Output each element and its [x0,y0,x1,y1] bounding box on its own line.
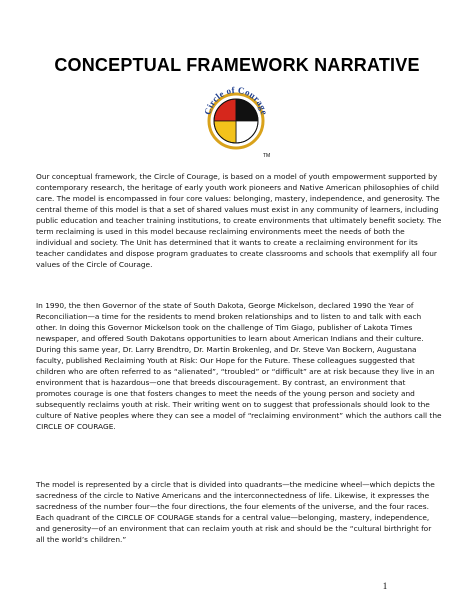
page-number: 1 [382,581,388,591]
logo-trademark: TM [263,153,271,159]
medicine-wheel-icon [196,79,276,161]
paragraph-1: Our conceptual framework, the Circle of Courage, is based on a model of youth empowerment supported by contemporary research, the heritage of early youth work pioneers and Native American philosophies of child care. The model is encompassed in four core values: belonging, mastery, independence, and generosity. The central theme of this model is that a set of shared values must exist in any community of learners, including public education and teacher training institutions, to create environments that ultimately benefit society. The term reclaiming is used in this model because reclaiming environments meet the needs of both the individual and society. The Unit has determined that it wants to create a reclaiming environment for its teacher candidates and dispose program graduates to create classrooms and schools that exemplify all four values of the Circle of Courage. [36,172,442,269]
paragraph-3: The model is represented by a circle that is divided into quadrants—the medicine wheel—which depicts the sacredness of the circle to Native Americans and the interconnectedness of life. Likewise, it expresses the sacredness of the number four—the four directions, the four elements of the universe, and the four races. Each quadrant of the CIRCLE OF COURAGE stands for a central value—belonging, mastery, independence, and generosity—of an environment that can reclaim youth at risk and should be the “cultural birthright for all the world’s children.” [36,480,435,544]
logo-arc-text: Circle of Courage [202,84,270,116]
circle-of-courage-logo [196,79,276,161]
paragraph-2: In 1990, the then Governor of the state of South Dakota, George Mickelson, declared 1990 the Year of Reconciliation—a time for the residents to mend broken relationships and to listen to and talk with each other. In doing this Governor Mickelson took on the challenge of Tim Giago, publisher of Lakota Times newspaper, and offered South Dakotans opportunities to learn about American Indians and their culture. During this same year, Dr. Larry Brendtro, Dr. Martin Brokenleg, and Dr. Steve Van Bockern, Augustana faculty, published Reclaiming Youth at Risk: Our Hope for the Future. These colleagues suggested that children who are often referred to as “alienated”, “troubled” or “difficult” are at risk because they live in an environment that is hazardous—one that breeds discouragement. By contrast, an environment that promotes courage is one that fosters changes to meet the needs of the young person and society and subsequently reclaims youth at risk. Their writing went on to suggest that professionals should look to the culture of Native peoples where they can see a model of “reclaiming environment” which the authors call the CIRCLE OF COURAGE. [36,301,442,431]
page-title: CONCEPTUAL FRAMEWORK NARRATIVE [54,55,420,75]
